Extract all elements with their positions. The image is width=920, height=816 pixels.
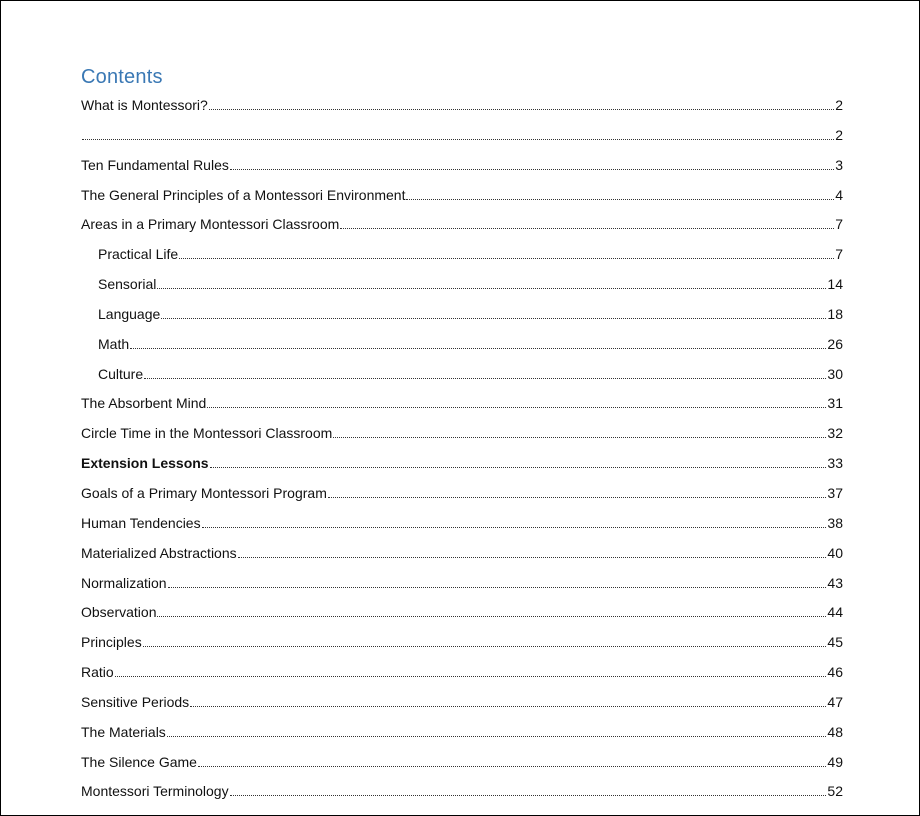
toc-entry-page-number: 30 (827, 365, 843, 382)
toc-entry[interactable] (81, 572, 843, 602)
dot-leader (82, 138, 834, 140)
dot-leader (190, 705, 826, 707)
toc-entry-page-number: 48 (827, 723, 843, 740)
toc-entry-title: The Silence Game (81, 753, 197, 770)
toc-entry-page-number: 31 (827, 395, 843, 412)
dot-leader (157, 615, 826, 617)
toc-entry-title: Montessori Terminology (81, 783, 229, 800)
toc-entry-page-number: 26 (827, 335, 843, 352)
toc-entry-page-number: 43 (827, 574, 843, 591)
toc-entry-page-number: 49 (827, 753, 843, 770)
toc-entry[interactable] (81, 452, 843, 482)
toc-entry[interactable] (81, 691, 843, 721)
table-of-contents (81, 94, 843, 810)
toc-entry[interactable] (81, 124, 843, 154)
toc-entry-title: Culture (98, 365, 144, 382)
toc-entry-page-number: 18 (827, 305, 843, 322)
dot-leader (167, 735, 827, 737)
toc-entry[interactable] (81, 154, 843, 184)
toc-entry[interactable] (81, 184, 843, 214)
dot-leader (238, 556, 827, 558)
toc-entry-page-number: 4 (835, 186, 843, 203)
dot-leader (130, 347, 826, 349)
dot-leader (230, 794, 827, 796)
toc-entry[interactable] (81, 780, 843, 810)
toc-entry-page-number: 14 (827, 276, 843, 293)
toc-entry-page-number: 40 (827, 544, 843, 561)
toc-entry-title: Sensorial (98, 276, 157, 293)
toc-entry[interactable] (81, 273, 843, 303)
toc-entry[interactable] (81, 422, 843, 452)
dot-leader (168, 586, 827, 588)
toc-entry-title: What is Montessori? (81, 97, 208, 113)
toc-entry-page-number: 2 (835, 126, 843, 143)
toc-entry-title: Normalization (81, 574, 167, 591)
dot-leader (207, 406, 826, 408)
toc-entry[interactable] (81, 303, 843, 333)
toc-entry-page-number: 45 (827, 634, 843, 651)
dot-leader (143, 645, 827, 647)
dot-leader (209, 108, 834, 110)
toc-entry-page-number: 7 (835, 246, 843, 263)
toc-entry[interactable] (81, 213, 843, 243)
toc-entry[interactable] (81, 94, 843, 124)
toc-entry-page-number: 52 (827, 783, 843, 800)
dot-leader (198, 765, 826, 767)
dot-leader (202, 526, 827, 528)
dot-leader (161, 317, 826, 319)
toc-entry-page-number: 33 (827, 455, 843, 472)
toc-entry-title: Circle Time in the Montessori Classroom (81, 425, 333, 442)
toc-entry-title: Human Tendencies (81, 514, 201, 531)
dot-leader (157, 287, 826, 289)
dot-leader (179, 257, 834, 259)
toc-entry-page-number: 7 (835, 216, 843, 233)
toc-entry-page-number: 44 (827, 604, 843, 621)
toc-entry-title: Ratio (81, 664, 114, 681)
toc-entry-title: The Materials (81, 723, 166, 740)
toc-entry[interactable] (81, 482, 843, 512)
toc-entry-title: Sensitive Periods (81, 693, 190, 710)
toc-entry-title: Math (98, 335, 130, 352)
toc-entry-page-number: 2 (835, 97, 843, 113)
toc-entry[interactable] (81, 721, 843, 751)
toc-entry[interactable] (81, 542, 843, 572)
dot-leader (333, 436, 826, 438)
toc-entry-page-number: 38 (827, 514, 843, 531)
toc-entry-title: Goals of a Primary Montessori Program (81, 484, 327, 501)
toc-entry-title: The General Principles of a Montessori Environment (81, 186, 406, 203)
toc-entry-page-number: 47 (827, 693, 843, 710)
toc-entry[interactable] (81, 512, 843, 542)
toc-entry-title: Principles (81, 634, 142, 651)
toc-entry-page-number: 37 (827, 484, 843, 501)
toc-entry-title: Practical Life (98, 246, 179, 263)
toc-entry-title: Extension Lessons (81, 455, 209, 472)
dot-leader (115, 675, 827, 677)
toc-heading: Contents (81, 66, 163, 88)
dot-leader (210, 466, 827, 468)
toc-entry-title: Materialized Abstractions (81, 544, 237, 561)
toc-entry[interactable] (81, 392, 843, 422)
toc-entry[interactable] (81, 751, 843, 781)
dot-leader (230, 168, 834, 170)
dot-leader (340, 227, 834, 229)
toc-entry[interactable] (81, 631, 843, 661)
toc-entry-page-number: 32 (827, 425, 843, 442)
toc-entry[interactable] (81, 363, 843, 393)
toc-entry-title: Areas in a Primary Montessori Classroom (81, 216, 340, 233)
toc-entry-page-number: 46 (827, 664, 843, 681)
toc-entry-page-number: 3 (835, 156, 843, 173)
dot-leader (328, 496, 827, 498)
toc-entry[interactable] (81, 601, 843, 631)
toc-entry[interactable] (81, 243, 843, 273)
dot-leader (406, 198, 834, 200)
toc-entry-title: Ten Fundamental Rules (81, 156, 229, 173)
toc-entry[interactable] (81, 661, 843, 691)
toc-entry-title: Observation (81, 604, 157, 621)
dot-leader (144, 377, 826, 379)
toc-entry-title: The Absorbent Mind (81, 395, 207, 412)
toc-entry[interactable] (81, 333, 843, 363)
toc-entry-title: Language (98, 305, 161, 322)
